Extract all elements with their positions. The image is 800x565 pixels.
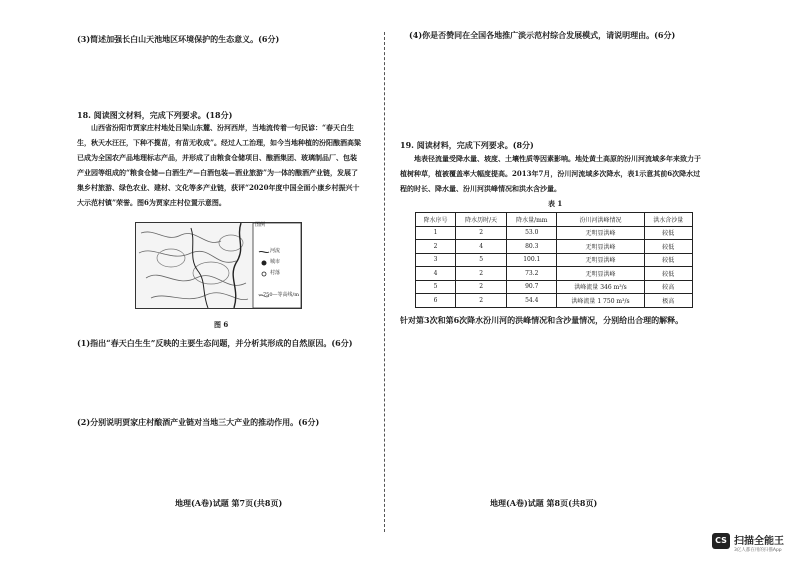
table-cell: 洪峰流量 1 750 m³/s [557,294,644,308]
table-cell: 100.1 [507,253,557,267]
scanner-app-logo-icon: CS [712,533,730,549]
table-cell: 2 [456,226,507,240]
question-19-heading: 19. 阅读材料，完成下列要求。(8分) [400,140,534,150]
table-cell: 2 [456,294,507,308]
table-header-cell: 降水历时/天 [456,213,507,227]
table-cell: 较低 [644,226,692,240]
right-page-footer: 地理(A卷)试题 第8页(共8页) [490,498,598,508]
question-18-heading: 18. 阅读图文材料，完成下列要求。(18分) [77,110,233,120]
table-cell: 极高 [644,294,692,308]
table-cell: 2 [456,267,507,281]
table-cell: 较低 [644,253,692,267]
table-row [416,226,693,240]
question-3-prompt: (3)简述加强长白山天池地区环境保护的生态意义。(6分) [77,34,280,44]
table-cell: 5 [416,280,456,294]
question-18-1-prompt: (1)指出“春天白生生”反映的主要生态问题，并分析其形成的自然原因。(6分) [77,338,353,348]
page-fold-line [384,32,385,532]
table-cell: 5 [456,253,507,267]
legend-village: 村落 [270,270,281,276]
table-cell: 无明显洪峰 [557,267,644,281]
table-row [416,280,693,294]
table-header-cell: 洪水含沙量 [644,213,692,227]
left-page-footer: 地理(A卷)试题 第7页(共8页) [175,498,283,508]
table-row [416,294,693,308]
table-row [416,253,693,267]
table-cell: 无明显洪峰 [557,226,644,240]
table-header-cell: 汾川河洪峰情况 [557,213,644,227]
table-cell: 4 [456,240,507,254]
table-header-cell: 降水量/mm [507,213,557,227]
table-cell: 无明显洪峰 [557,240,644,254]
question-19-material: 地表径流量受降水量、坡度、土壤性质等因素影响。地处黄土高原的汾川河流域多年来致力于植树种草，植被覆盖率大幅度提高。2013年7月，汾川河流域多次降水，表1示意其前6次降水过程的时长、降水量、汾川河洪峰情况和洪水含沙量。 [400,154,701,193]
table-cell: 洪峰流量 346 m³/s [557,280,644,294]
figure-6-caption: 图 6 [214,320,229,329]
table-header-row [416,213,693,227]
scanner-app-name: 扫描全能王 [734,536,784,547]
table-row [416,267,693,281]
map-legend-title: 图例 [255,222,266,228]
table-cell: 54.4 [507,294,557,308]
table-cell: 4 [416,267,456,281]
table-cell: 1 [416,226,456,240]
scanner-app-tagline: 3亿人都在用的扫描App [734,548,782,553]
table-cell: 90.7 [507,280,557,294]
table-cell: 2 [456,280,507,294]
legend-river: 河流 [270,248,281,254]
question-17-4-prompt: (4)你是否赞同在全国各地推广淡示范村综合发展模式，请说明理由。(6分) [409,30,676,40]
table-row [416,240,693,254]
table-1-caption: 表 1 [548,199,563,208]
legend-contour: —750—等高线/m [258,292,299,298]
table-header-cell: 降水序号 [416,213,456,227]
table-cell: 80.3 [507,240,557,254]
table-cell: 73.2 [507,267,557,281]
table-cell: 3 [416,253,456,267]
table-cell: 较高 [644,280,692,294]
rainfall-data-table [415,212,693,308]
question-19-prompt: 针对第3次和第6次降水汾川河的洪峰情况和含沙量情况，分别给出合理的解释。 [400,315,684,325]
question-18-material: 山西省汾阳市贾家庄村地处吕梁山东麓、汾河西岸，当地流传着一句民谚：“春天白生生，秋天水汪汪，下种不揽苗，有苗无收成”。经过人工治理，如今当地种植的汾阳酿酒高粱已成为全国农产品地理标志产品，并形成了由粮食仓储项目、酿酒集团、玻璃制品厂、包装产业园等组成的“粮食仓储—白酒生产—白酒包装—酒业旅游”为一体的酿酒产业链，发展了集乡村旅游、绿色农业、建材、文化等多产业链，获评“2020年度中国全面小康乡村振兴十大示范村镇”荣誉。图6为贾家庄村位置示意图。 [77,123,362,207]
question-18-2-prompt: (2)分别说明贾家庄村酿酒产业链对当地三大产业的推动作用。(6分) [77,417,320,427]
table-cell: 6 [416,294,456,308]
table-cell: 2 [416,240,456,254]
legend-city: 城市 [270,259,281,265]
table-cell: 53.0 [507,226,557,240]
table-cell: 较低 [644,240,692,254]
table-cell: 无明显洪峰 [557,253,644,267]
table-cell: 较低 [644,267,692,281]
